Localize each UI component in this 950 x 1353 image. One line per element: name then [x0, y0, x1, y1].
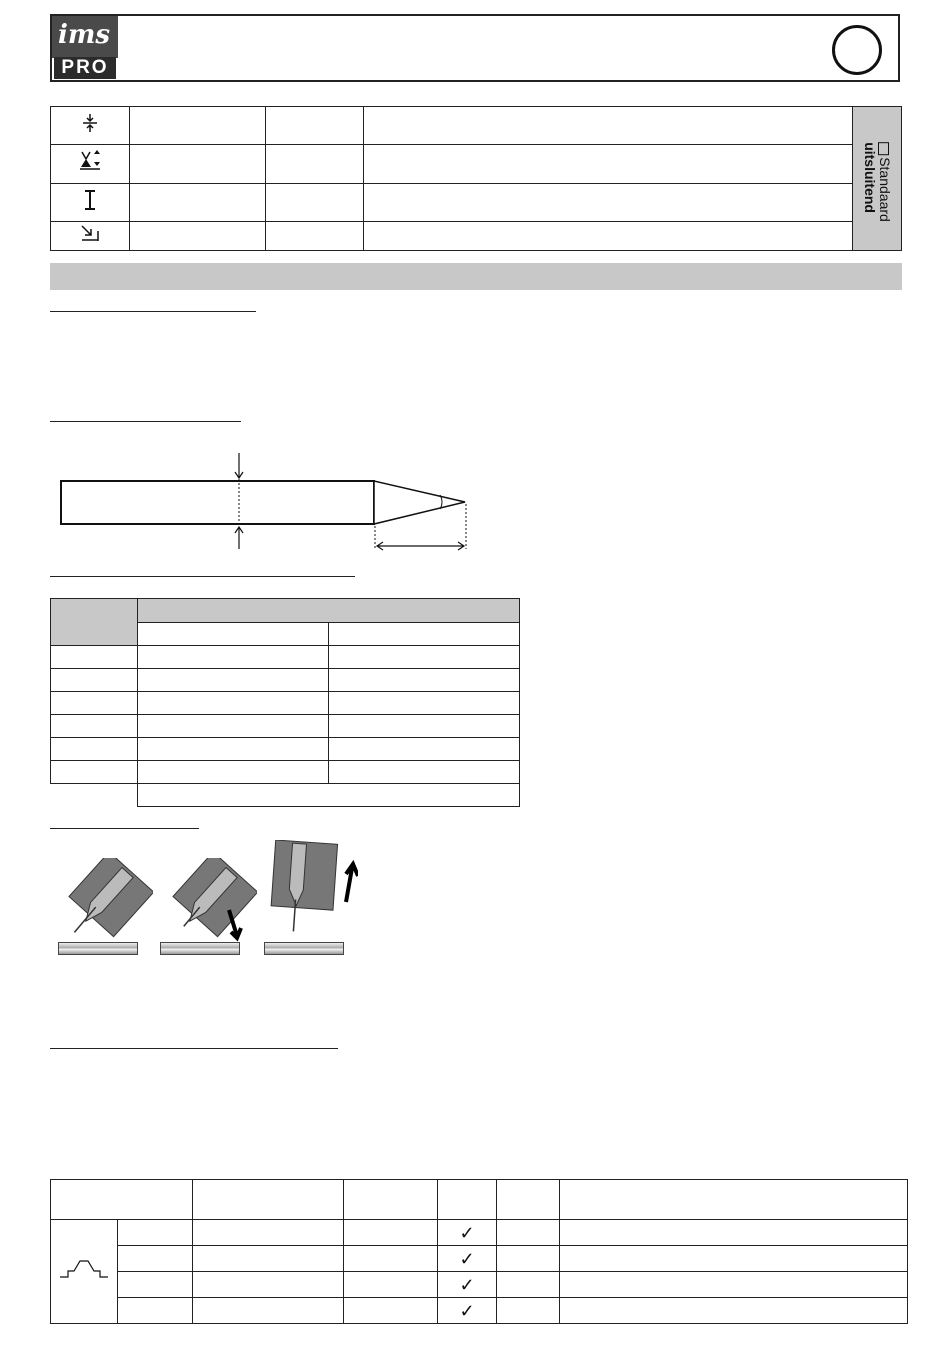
table-cell-icon	[51, 107, 130, 145]
table-row	[51, 715, 520, 738]
table-cell-icon	[51, 183, 130, 221]
table-cell-icon	[51, 221, 130, 250]
heading-underline	[50, 311, 256, 312]
process-table	[50, 1179, 908, 1324]
pulse-arc-icon	[78, 150, 102, 172]
torch-step-3-icon	[268, 840, 358, 945]
section-header-bar	[50, 263, 902, 290]
downslope-icon	[80, 224, 100, 242]
electrode-diameter-table	[50, 598, 520, 807]
pulse-wave-icon	[58, 1257, 110, 1281]
check-icon: ✓	[438, 1272, 497, 1298]
check-icon: ✓	[438, 1246, 497, 1272]
logo-text: ims	[58, 20, 111, 50]
table-row	[51, 761, 520, 784]
compress-arrows-icon	[80, 113, 100, 133]
table-cell-icon	[51, 145, 130, 183]
table-row	[51, 784, 520, 807]
table-row	[51, 738, 520, 761]
table-row	[51, 692, 520, 715]
torch-illustrations	[55, 840, 355, 960]
table-row	[51, 669, 520, 692]
electrode-diagram	[55, 445, 475, 555]
table-row	[51, 1246, 908, 1272]
torch-step-1-icon	[63, 858, 153, 948]
table-row	[51, 1272, 908, 1298]
standard-label: Standaard	[877, 157, 893, 222]
torch-step-2-icon	[167, 858, 257, 948]
table-row	[51, 1220, 908, 1246]
only-label: uitsluitend	[862, 142, 878, 213]
heading-underline	[50, 1048, 338, 1049]
heading-underline	[50, 576, 355, 577]
logo-sub-text: PRO	[54, 57, 116, 79]
heading-underline	[50, 421, 241, 422]
table-cell-icon	[51, 1220, 118, 1324]
heading-underline	[50, 828, 199, 829]
settings-table	[50, 106, 902, 251]
check-icon: ✓	[438, 1220, 497, 1246]
table-row	[51, 646, 520, 669]
table-row	[51, 1298, 908, 1324]
ims-pro-logo	[52, 16, 118, 80]
language-circle	[832, 25, 882, 75]
standard-only-label	[853, 107, 902, 251]
current-i-icon	[83, 190, 97, 210]
page-header	[50, 14, 900, 82]
check-icon: ✓	[438, 1298, 497, 1324]
